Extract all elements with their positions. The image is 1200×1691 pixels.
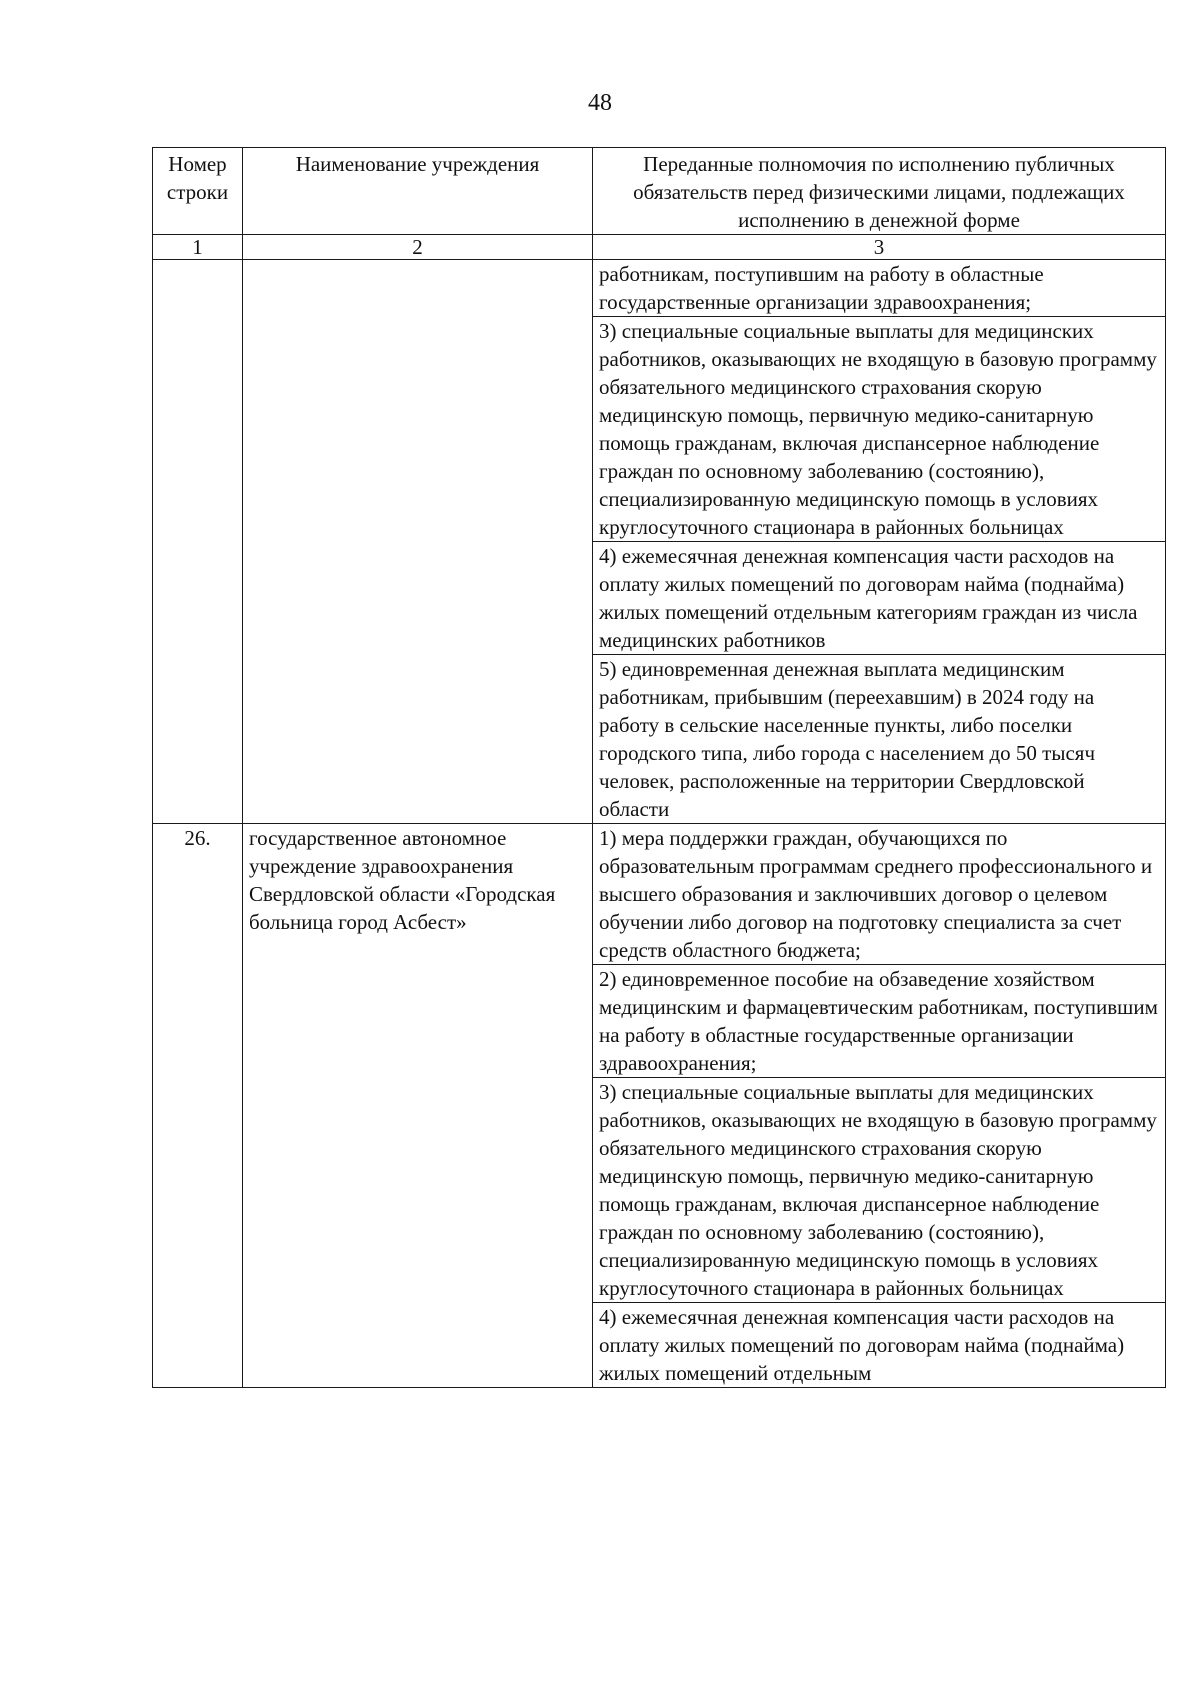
table-row [153,824,1166,965]
header-institution: Наименование учреждения [243,148,593,235]
header-authorities: Переданные полномочия по исполнению публичных обязательств перед физическими лицами, подлежащих исполнению в денежной форме [593,148,1166,235]
authority-cell: 5) единовременная денежная выплата медицинским работникам, прибывшим (переехавшим) в 2024 году на работу в сельские населенные пункты, либо поселки городского типа, либо города с населением до 50 тысяч человек, расположенные на территории Свердловской области [593,655,1166,824]
page-number: 48 [588,90,612,116]
authority-cell: работникам, поступившим на работу в областные государственные организации здравоохранения; [593,260,1166,317]
authority-cell: 4) ежемесячная денежная компенсация части расходов на оплату жилых помещений по договорам найма (поднайма) жилых помещений отдельным [593,1303,1166,1388]
institution-cell [243,260,593,824]
authority-cell: 1) мера поддержки граждан, обучающихся по образовательным программам среднего профессионального и высшего образования и заключивших договор о целевом обучении либо договор на подготовку специалиста за счет средств областного бюджета; [593,824,1166,965]
authority-cell: 3) специальные социальные выплаты для медицинских работников, оказывающих не входящую в базовую программу обязательного медицинского страхования скорую медицинскую помощь, первичную медико-санитарную помощь гражданам, включая диспансерное наблюдение граждан по основному заболеванию (состоянию), специализированную медицинскую помощь в условиях круглосуточного стационара в районных больницах [593,317,1166,542]
institution-cell: государственное автономное учреждение здравоохранения Свердловской области «Городская больница город Асбест» [243,824,593,1388]
table-row [153,260,1166,317]
authorities-table [152,147,1166,1388]
authority-cell: 2) единовременное пособие на обзаведение хозяйством медицинским и фармацевтическим работникам, поступившим на работу в областные государственные организации здравоохранения; [593,965,1166,1078]
column-index: 3 [593,235,1166,260]
column-index: 2 [243,235,593,260]
row-number-cell: 26. [153,824,243,1388]
authority-cell: 4) ежемесячная денежная компенсация части расходов на оплату жилых помещений по договорам найма (поднайма) жилых помещений отдельным категориям граждан из числа медицинских работников [593,542,1166,655]
table-header-row [153,148,1166,235]
authority-cell: 3) специальные социальные выплаты для медицинских работников, оказывающих не входящую в базовую программу обязательного медицинского страхования скорую медицинскую помощь, первичную медико-санитарную помощь гражданам, включая диспансерное наблюдение граждан по основному заболеванию (состоянию), специализированную медицинскую помощь в условиях круглосуточного стационара в районных больницах [593,1078,1166,1303]
row-number-cell [153,260,243,824]
column-index-row [153,235,1166,260]
column-index: 1 [153,235,243,260]
header-row-number: Номер строки [153,148,243,235]
